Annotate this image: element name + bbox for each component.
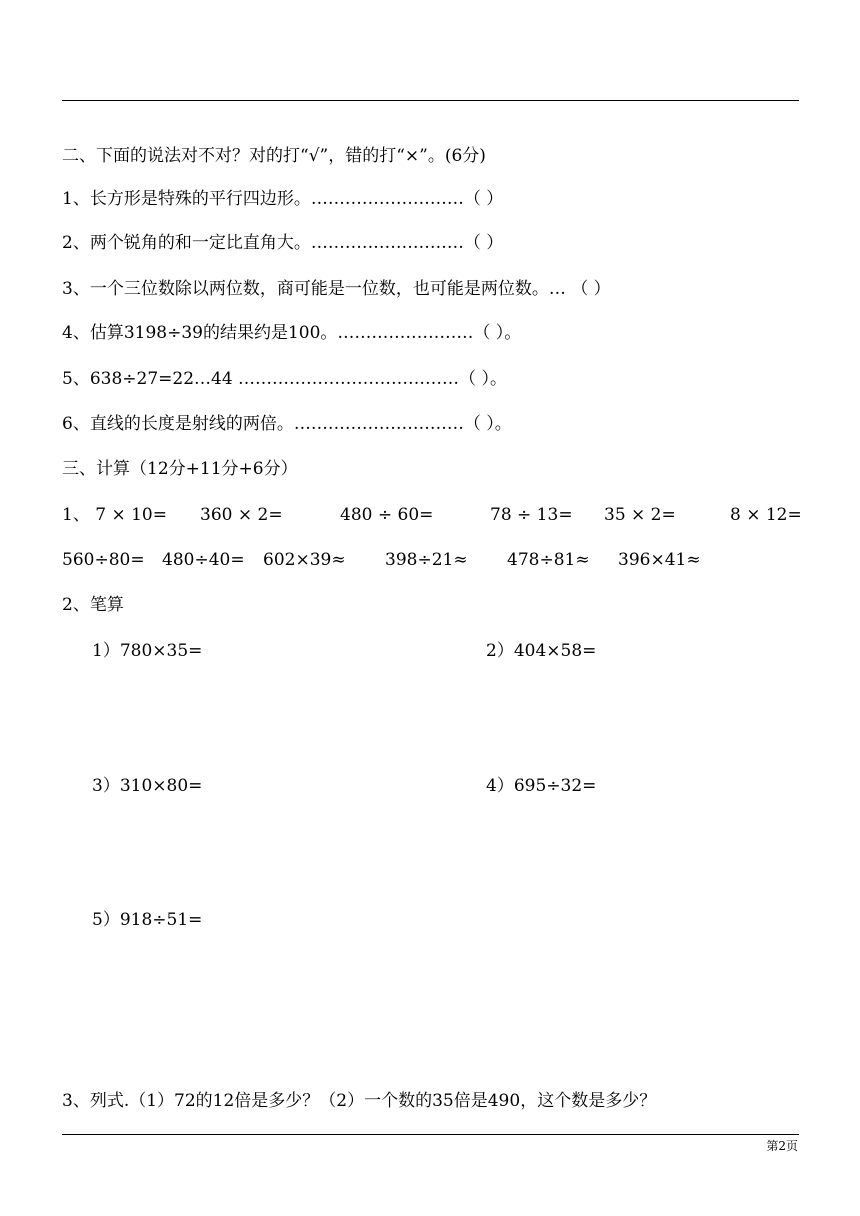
section3-title: 三、计算（12分+11分+6分） — [62, 459, 298, 479]
oral-calc-2-4: 398÷21≈ — [385, 550, 468, 570]
section2-title: 二、下面的说法对不对？对的打“√”，错的打“×”。(6分) — [62, 146, 486, 166]
oral-calc-1-4: 78 ÷ 13= — [490, 505, 573, 525]
written-calc-4: 4）695÷32= — [486, 776, 597, 796]
oral-calc-2-1: 560÷80= — [62, 550, 145, 570]
word-problem: 3、列式.（1）72的12倍是多少？（2）一个数的35倍是490，这个数是多少？ — [62, 1091, 657, 1111]
oral-calc-2-3: 602×39≈ — [263, 550, 346, 570]
oral-calc-1-6: 8 × 12= — [730, 505, 802, 525]
footer-rule — [62, 1134, 799, 1135]
written-calc-2: 2）404×58= — [486, 641, 597, 661]
judge-item-2: 2、两个锐角的和一定比直角大。………………………（ ） — [62, 233, 504, 253]
judge-item-5: 5、638÷27=22…44 …………………………………（ ）。 — [62, 369, 507, 389]
written-calc-1: 1）780×35= — [92, 641, 203, 661]
written-calc-5: 5）918÷51= — [92, 910, 203, 930]
oral-calc-2-6: 396×41≈ — [618, 550, 701, 570]
written-calc-3: 3）310×80= — [92, 776, 203, 796]
page-number: 第2页 — [766, 1139, 798, 1153]
oral-calc-2-2: 480÷40= — [162, 550, 245, 570]
judge-item-6: 6、直线的长度是射线的两倍。…………………………（ ）。 — [62, 414, 512, 434]
judge-item-1: 1、长方形是特殊的平行四边形。………………………（ ） — [62, 189, 504, 209]
header-rule — [62, 100, 799, 101]
written-calc-title: 2、笔算 — [62, 595, 124, 615]
oral-calc-1-2: 360 × 2= — [200, 505, 283, 525]
oral-calc-1-1: 1、 7 × 10= — [62, 505, 167, 525]
judge-item-4: 4、估算3198÷39的结果约是100。……………………（ ）。 — [62, 323, 522, 343]
judge-item-3: 3、一个三位数除以两位数，商可能是一位数，也可能是两位数。… （ ） — [62, 279, 611, 299]
oral-calc-2-5: 478÷81≈ — [507, 550, 590, 570]
oral-calc-1-3: 480 ÷ 60= — [340, 505, 434, 525]
oral-calc-1-5: 35 × 2= — [604, 505, 676, 525]
